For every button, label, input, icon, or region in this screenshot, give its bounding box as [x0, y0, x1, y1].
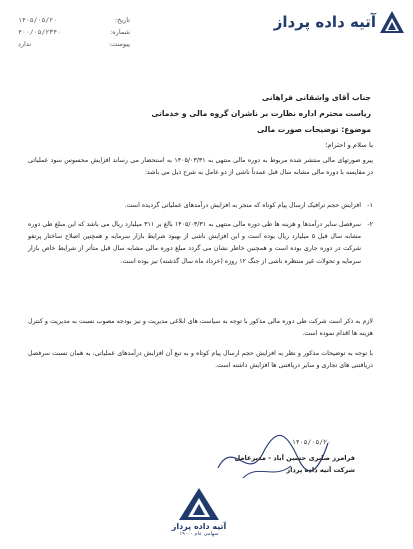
number-value: ۴۰۰/۰۵/۲۳۴۰ [18, 28, 62, 36]
signer-name-title: فرامرز صابری حسین آباد - مدیرعامل [234, 454, 355, 462]
attachment-label: پیوست: [108, 40, 130, 48]
number-label: شماره: [110, 28, 130, 36]
date-label: تاریخ: [114, 16, 130, 24]
intro-paragraph: پیرو صورتهای مالی منتشر شده مربوط به دوره مالی منتهی به ۱۴۰۵/۰۳/۳۱ به استحضار می رساند افزایش محسوس سود عملیاتی در مقایسه با دوره مالی مشابه سال قبل عمدتاً ناشی از دو عامل به شرح ذیل می باشد: [28, 157, 373, 177]
list-item-number: ۱- [367, 202, 373, 209]
greeting: با سلام و احترام؛ [325, 141, 373, 149]
list-item-number: ۲- [367, 221, 373, 228]
list-item-text: سرفصل سایر درآمدها و هزینه ها طی دوره مالی منتهی به ۱۴۰۵/۰۳/۳۱ بالغ بر ۳۱۱ میلیارد ریال می باشد که این مبلغ طی دوره مشابه سال قبل ۵ میلیارد ریال بوده است و این افزایش ناشی از بهبود شرایط بازار سرمایه و همچنین اصلاح ساختار پرتفو شرکت در دوره جاری بوده است و همچنین خاطر نشان می گردد مبلغ دوره مالی مشابه سال قبل متأثر از شرایط خاص بازار سرمایه و تحولات غیر منتظره ناشی از جنگ ۱۲ روزه (خرداد ماه سال گذشته) نیز بوده است. [28, 221, 361, 265]
addressee-name: جناب آقای واشقانی فراهانی [262, 93, 371, 102]
attachment-value: ندارد [18, 40, 32, 48]
list-item [28, 219, 373, 268]
cost-control-paragraph: لازم به ذکر است شرکت طی دوره مالی مذکور با توجه به سیاست های ابلاغی مدیریت و نیز بودجه مصوب نسبت به مدیریت و کنترل هزینه ها اقدام نموده است. [28, 318, 373, 338]
stamp-subtitle: سهامی عام ۱۹۰۰۰ [179, 531, 219, 537]
signature-block [234, 438, 355, 476]
date-value: ۱۴۰۵/۰۵/۲۰ [18, 16, 58, 24]
attachment-row [18, 38, 130, 50]
number-row [18, 26, 130, 38]
subject-line: موضوع: توضیحات صورت مالی [257, 125, 371, 134]
addressee-block [151, 90, 371, 138]
company-logo-name: آتیه داده پرداز [273, 13, 376, 31]
company-stamp [160, 486, 238, 538]
date-row [18, 14, 130, 26]
signer-company: شرکت آتیه داده پرداز [286, 466, 355, 474]
addressee-title: ریاست محترم اداره نظارت بر ناشران گروه مالی و خدماتی [151, 109, 371, 118]
letter-meta [18, 14, 130, 50]
signature-date: ۱۴۰۵/۰۵/۲۰ [291, 438, 331, 446]
list-item [28, 200, 373, 212]
company-logo [274, 10, 405, 34]
stamp-triangle-icon [177, 486, 221, 522]
stamp-name: آتیه داده پرداز [171, 522, 227, 531]
list-item-text: افزایش حجم ترافیک ارسال پیام کوتاه که منجر به افزایش درآمدهای عملیاتی گردیده است. [124, 202, 361, 209]
receivables-paragraph: با توجه به توضیحات مذکور و نظر به افزایش حجم ارسال پیام کوتاه و به تبع آن افزایش درآمدهای عملیاتی، به همان نسبت سرفصل دریافتنی های تجاری و سایر دریافتنی ها افزایش داشته است. [28, 350, 373, 370]
triangle-logo-icon [379, 10, 405, 34]
